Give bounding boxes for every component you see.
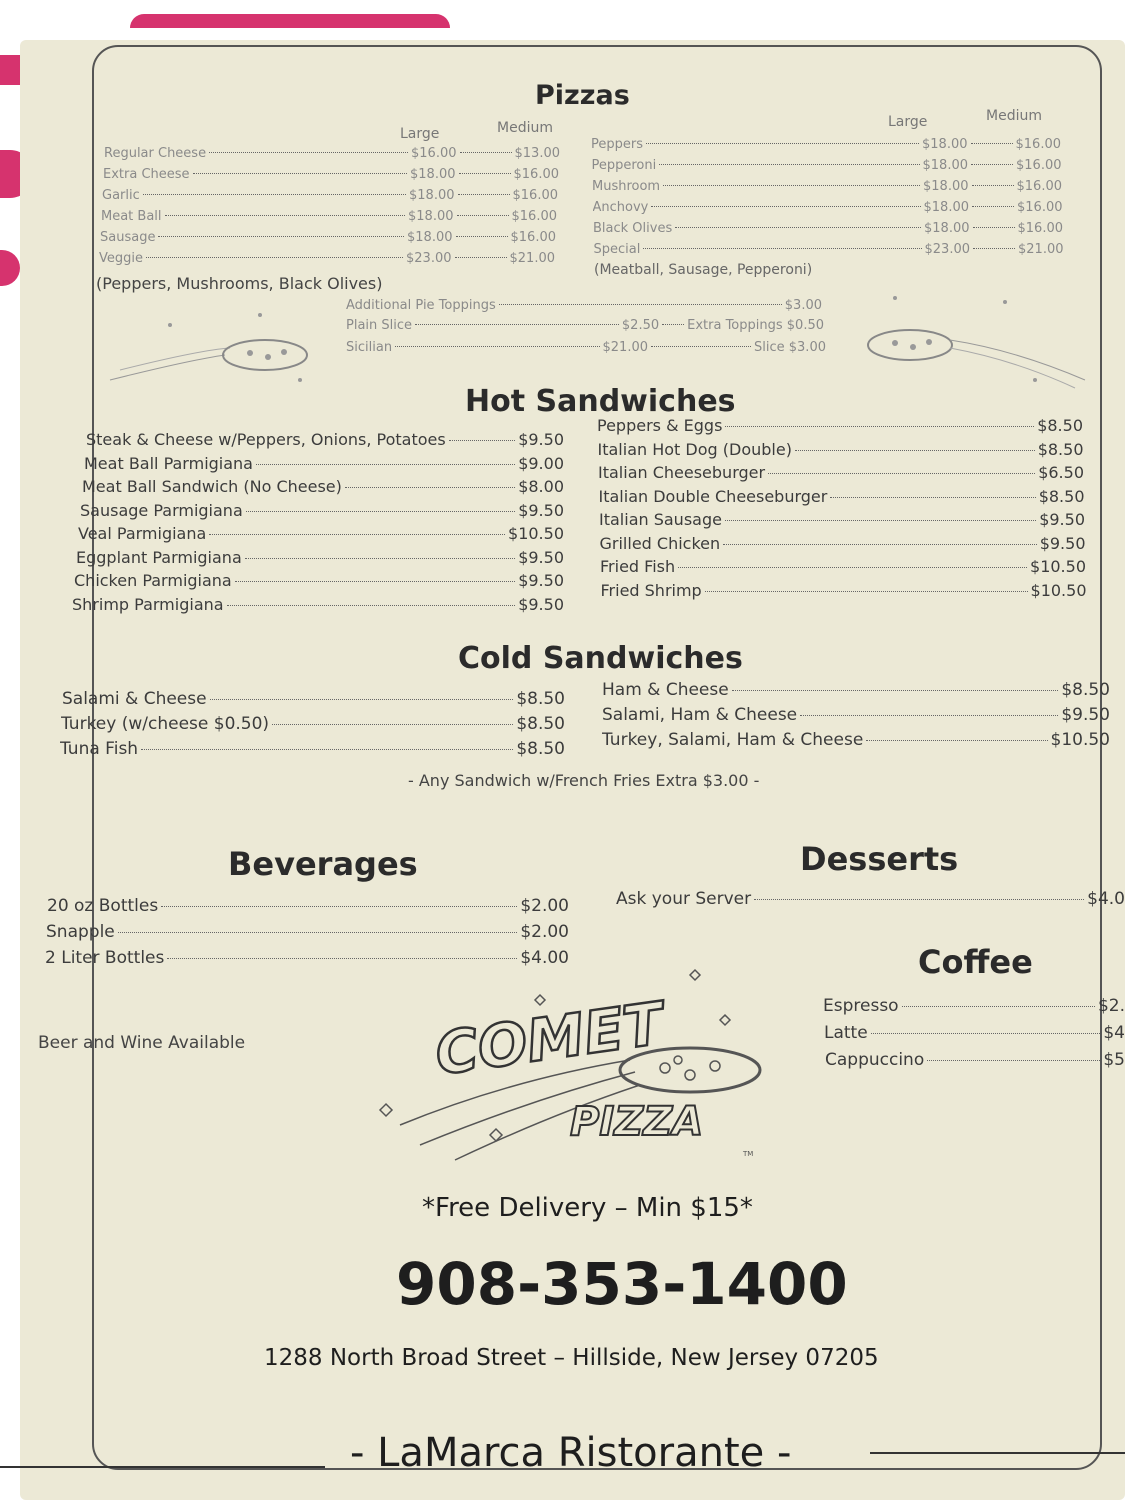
cold-sandwich-left-item-price-price: $8.50 [516,739,565,759]
pizza-left-item-name: Sausage [100,230,156,245]
pizza-right-item [592,179,1062,194]
logo-comet-text: COMET [431,989,668,1089]
ristorante-text: - LaMarca Ristorante - [350,1430,792,1476]
pizza-right-item-name: Special [593,242,641,257]
pizza-right-item-medium-price: $16.00 [1016,158,1062,173]
hot-sandwich-right-item [601,581,1087,600]
pizza-left-item [100,230,556,245]
desserts-title: Desserts [800,840,959,878]
coffee-item [824,1023,1125,1043]
pizza-left-item-name: Extra Cheese [103,167,190,182]
hot-sandwich-right-item [599,510,1085,529]
dessert-item [616,889,1125,909]
pizza-right-item-medium-price: $16.00 [1016,179,1062,194]
cold-sandwich-right-item-name: Turkey, Salami, Ham & Cheese [602,730,864,750]
hot-sandwich-left-item-price-price: $9.50 [518,571,564,590]
pizzas-left-large-header: Large [400,126,440,142]
hot-sandwich-left-item-name: Sausage Parmigiana [80,500,243,520]
hot-sandwich-right-item-name: Fried Fish [600,557,676,576]
beverage-item-price-price: $4.00 [520,948,569,968]
pizza-left-item-name: Veggie [99,251,143,266]
hot-sandwich-left-item [76,548,564,567]
hot-sandwich-left-item [78,524,564,543]
cold-sandwiches-title: Cold Sandwiches [458,641,743,676]
hot-sandwich-left-item-price-price: $9.50 [518,594,564,614]
coffee-item [825,1050,1125,1070]
pizza-right-item-name: Mushroom [592,179,661,194]
coffee-item-price-price: $5 [1103,1050,1125,1070]
plain-slice-row [346,318,824,333]
hot-sandwich-right-item-name: Italian Hot Dog (Double) [597,439,792,459]
hot-sandwich-right-item-name: Italian Sausage [599,510,722,529]
beverage-item-name: Snapple [46,922,115,942]
cold-sandwich-right-item-name: Salami, Ham & Cheese [602,705,798,725]
hot-sandwich-right-item-price-price: $10.50 [1030,580,1087,600]
hot-sandwich-left-item-price-price: $9.00 [518,453,564,473]
hot-sandwich-right-item-name: Fried Shrimp [600,580,702,600]
cold-sandwich-right-item [602,705,1110,725]
pizza-right-item-medium-price: $21.00 [1018,242,1064,257]
pizza-right-item-name: Pepperoni [591,158,657,173]
sicilian-slice-price: Slice $3.00 [754,340,826,355]
logo-pizza-text: PIZZA [570,1099,704,1145]
additional-toppings-price: $3.00 [784,298,822,313]
coffee-title: Coffee [918,943,1033,981]
hot-sandwich-left-item-name: Veal Parmigiana [78,524,207,543]
pizza-comet-left-icon [100,300,360,390]
pizza-left-item-medium-price: $16.00 [511,209,557,224]
hot-sandwich-left-item-price-price: $9.50 [518,500,564,520]
pizza-left-item-large-price: $16.00 [411,146,457,161]
coffee-item-name: Espresso [823,996,899,1016]
hot-sandwich-right-item [600,534,1086,553]
hot-sandwich-right-item [599,487,1085,506]
pizza-right-item [591,137,1061,152]
cold-sandwich-left-item-name: Turkey (w/cheese $0.50) [61,714,270,734]
pizza-left-item [103,167,559,182]
pizza-left-item [102,188,558,203]
pizza-left-item-medium-price: $16.00 [510,230,556,245]
beer-wine-note: Beer and Wine Available [38,1033,246,1053]
address-text: 1288 North Broad Street – Hillside, New Jersey 07205 [264,1345,879,1371]
pizza-right-item-name: Anchovy [592,200,649,215]
hot-sandwich-right-item-price-price: $10.50 [1030,557,1086,576]
hot-sandwich-right-item-price-price: $6.50 [1038,463,1084,482]
coffee-item-price-price: $4 [1103,1023,1125,1043]
footer-rule-left [0,1466,325,1468]
pizza-right-item-name: Black Olives [593,221,673,236]
hot-sandwich-right-item-name: Peppers & Eggs [597,416,723,435]
hot-sandwich-left-item [80,501,564,520]
pizza-right-item-large-price: $18.00 [923,200,969,215]
beverage-item-price-price: $2.00 [520,922,569,942]
pizza-right-item-large-price: $18.00 [922,137,968,152]
pink-stripe-left-3 [0,250,20,286]
dessert-item-price-price: $4.0 [1087,889,1125,909]
hot-sandwich-right-item [598,440,1084,459]
hot-sandwich-left-item [72,595,564,614]
pizza-left-item-name: Garlic [102,188,140,203]
hot-sandwich-right-item-price-price: $9.50 [1039,533,1086,553]
pink-stripe-top [130,14,450,28]
pizza-right-item [593,221,1063,236]
hot-sandwich-right-item-price-price: $8.50 [1038,486,1085,506]
footer-rule-right [870,1452,1125,1454]
coffee-item [823,996,1125,1016]
pizza-left-item [101,209,557,224]
sicilian-price: $21.00 [602,340,649,355]
pizzas-left-medium-header: Medium [497,120,553,136]
pizza-left-item-medium-price: $13.00 [514,146,560,161]
cold-sandwich-left-item-name: Tuna Fish [60,739,139,759]
pizza-right-item-medium-price: $16.00 [1015,137,1061,152]
cold-sandwich-left-item-price-price: $8.50 [516,689,565,709]
pizza-left-item-large-price: $23.00 [406,251,452,266]
pizzas-right-medium-header: Medium [986,108,1042,124]
hot-sandwich-left-item-name: Eggplant Parmigiana [76,547,242,567]
special-note: (Meatball, Sausage, Pepperoni) [594,262,813,278]
hot-sandwich-right-item [600,557,1086,576]
pizzas-title: Pizzas [535,80,630,111]
additional-toppings-row [346,298,822,313]
hot-sandwich-right-item [597,416,1083,435]
pizza-right-item [594,242,1064,257]
sicilian-row [346,340,826,355]
hot-sandwich-left-item-name: Shrimp Parmigiana [72,594,224,614]
hot-sandwiches-title: Hot Sandwiches [465,384,736,419]
logo-tm-text: TM [743,1150,754,1158]
pizza-left-item-name: Regular Cheese [104,146,207,161]
pizza-right-item-large-price: $18.00 [923,179,969,194]
pizza-left-item-large-price: $18.00 [409,188,455,203]
beverage-item-name: 2 Liter Bottles [45,948,165,968]
pizza-right-item [592,158,1062,173]
hot-sandwich-left-item-name: Steak & Cheese w/Peppers, Onions, Potatoes [86,430,446,449]
hot-sandwich-right-item-price-price: $9.50 [1039,510,1085,529]
pizza-left-item-large-price: $18.00 [410,167,456,182]
coffee-item-name: Latte [824,1023,868,1043]
cold-sandwich-right-item-price-price: $8.50 [1061,680,1110,700]
coffee-item-price-price: $2. [1097,996,1125,1016]
beverages-title: Beverages [228,845,418,883]
veggie-note: (Peppers, Mushrooms, Black Olives) [96,274,383,293]
hot-sandwich-right-item [598,463,1084,482]
dessert-item-name: Ask your Server [616,889,752,909]
sicilian-name: Sicilian [346,340,393,355]
cold-sandwich-left-item [61,714,565,734]
pizza-right-item-large-price: $23.00 [924,242,970,257]
hot-sandwich-right-item-price-price: $8.50 [1037,416,1083,435]
hot-sandwich-right-item-price-price: $8.50 [1037,439,1084,459]
cold-sandwich-left-item-price-price: $8.50 [516,714,565,734]
hot-sandwich-left-item-price-price: $9.50 [518,547,564,567]
hot-sandwich-left-item-price-price: $9.50 [518,430,564,449]
plain-slice-price: $2.50 [621,318,660,333]
phone-number[interactable]: 908-353-1400 [396,1250,848,1318]
pizza-left-item-medium-price: $21.00 [509,251,555,266]
hot-sandwich-left-item [74,571,564,590]
beverage-item [46,922,569,942]
hot-sandwich-left-item-name: Meat Ball Parmigiana [84,453,253,473]
pizza-left-item-large-price: $18.00 [408,209,454,224]
beverage-item-name: 20 oz Bottles [47,896,159,916]
pizza-left-item-name: Meat Ball [101,209,162,224]
cold-sandwich-right-item-price-price: $10.50 [1050,730,1110,750]
cold-sandwich-right-item-name: Ham & Cheese [602,680,729,700]
additional-toppings-name: Additional Pie Toppings [346,298,496,313]
pizzas-right-large-header: Large [888,114,928,130]
hot-sandwich-left-item-name: Chicken Parmigiana [74,571,232,590]
hot-sandwich-left-item [82,477,564,496]
plain-slice-name: Plain Slice [346,318,413,333]
hot-sandwich-left-item-name: Meat Ball Sandwich (No Cheese) [82,477,342,496]
pizza-comet-right-icon [855,290,1095,390]
beverage-item [47,896,569,916]
pizza-right-item-medium-price: $16.00 [1017,221,1063,236]
pizza-right-item-large-price: $18.00 [922,158,968,173]
pizza-left-item-medium-price: $16.00 [513,167,559,182]
hot-sandwich-left-item-price-price: $8.00 [518,477,564,496]
extra-toppings-price: Extra Toppings $0.50 [687,318,824,333]
pizza-left-item [104,146,560,161]
pizza-right-item [593,200,1063,215]
hot-sandwich-left-item-price-price: $10.50 [508,524,564,543]
pizza-right-item-medium-price: $16.00 [1017,200,1063,215]
cold-sandwich-right-item [602,730,1110,750]
hot-sandwich-right-item-name: Grilled Chicken [599,533,721,553]
pizza-left-item-medium-price: $16.00 [512,188,558,203]
hot-sandwich-left-item [86,430,564,449]
cold-sandwich-left-item-name: Salami & Cheese [62,689,207,709]
free-delivery-text: *Free Delivery – Min $15* [422,1193,753,1223]
hot-sandwich-right-item-name: Italian Double Cheeseburger [598,486,828,506]
cold-sandwich-right-item [602,680,1110,700]
french-fries-note: - Any Sandwich w/French Fries Extra $3.00 - [408,771,760,790]
pizza-right-item-large-price: $18.00 [924,221,970,236]
pizza-right-item-name: Peppers [591,137,643,152]
pizza-left-item [99,251,555,266]
cold-sandwich-left-item [60,739,565,759]
coffee-item-name: Cappuccino [825,1050,925,1070]
hot-sandwich-left-item [84,454,564,473]
comet-pizza-logo [360,960,780,1170]
beverage-item-price-price: $2.00 [520,896,569,916]
cold-sandwich-right-item-price-price: $9.50 [1061,705,1110,725]
hot-sandwich-right-item-name: Italian Cheeseburger [598,463,766,482]
cold-sandwich-left-item [62,689,565,709]
pizza-left-item-large-price: $18.00 [407,230,453,245]
